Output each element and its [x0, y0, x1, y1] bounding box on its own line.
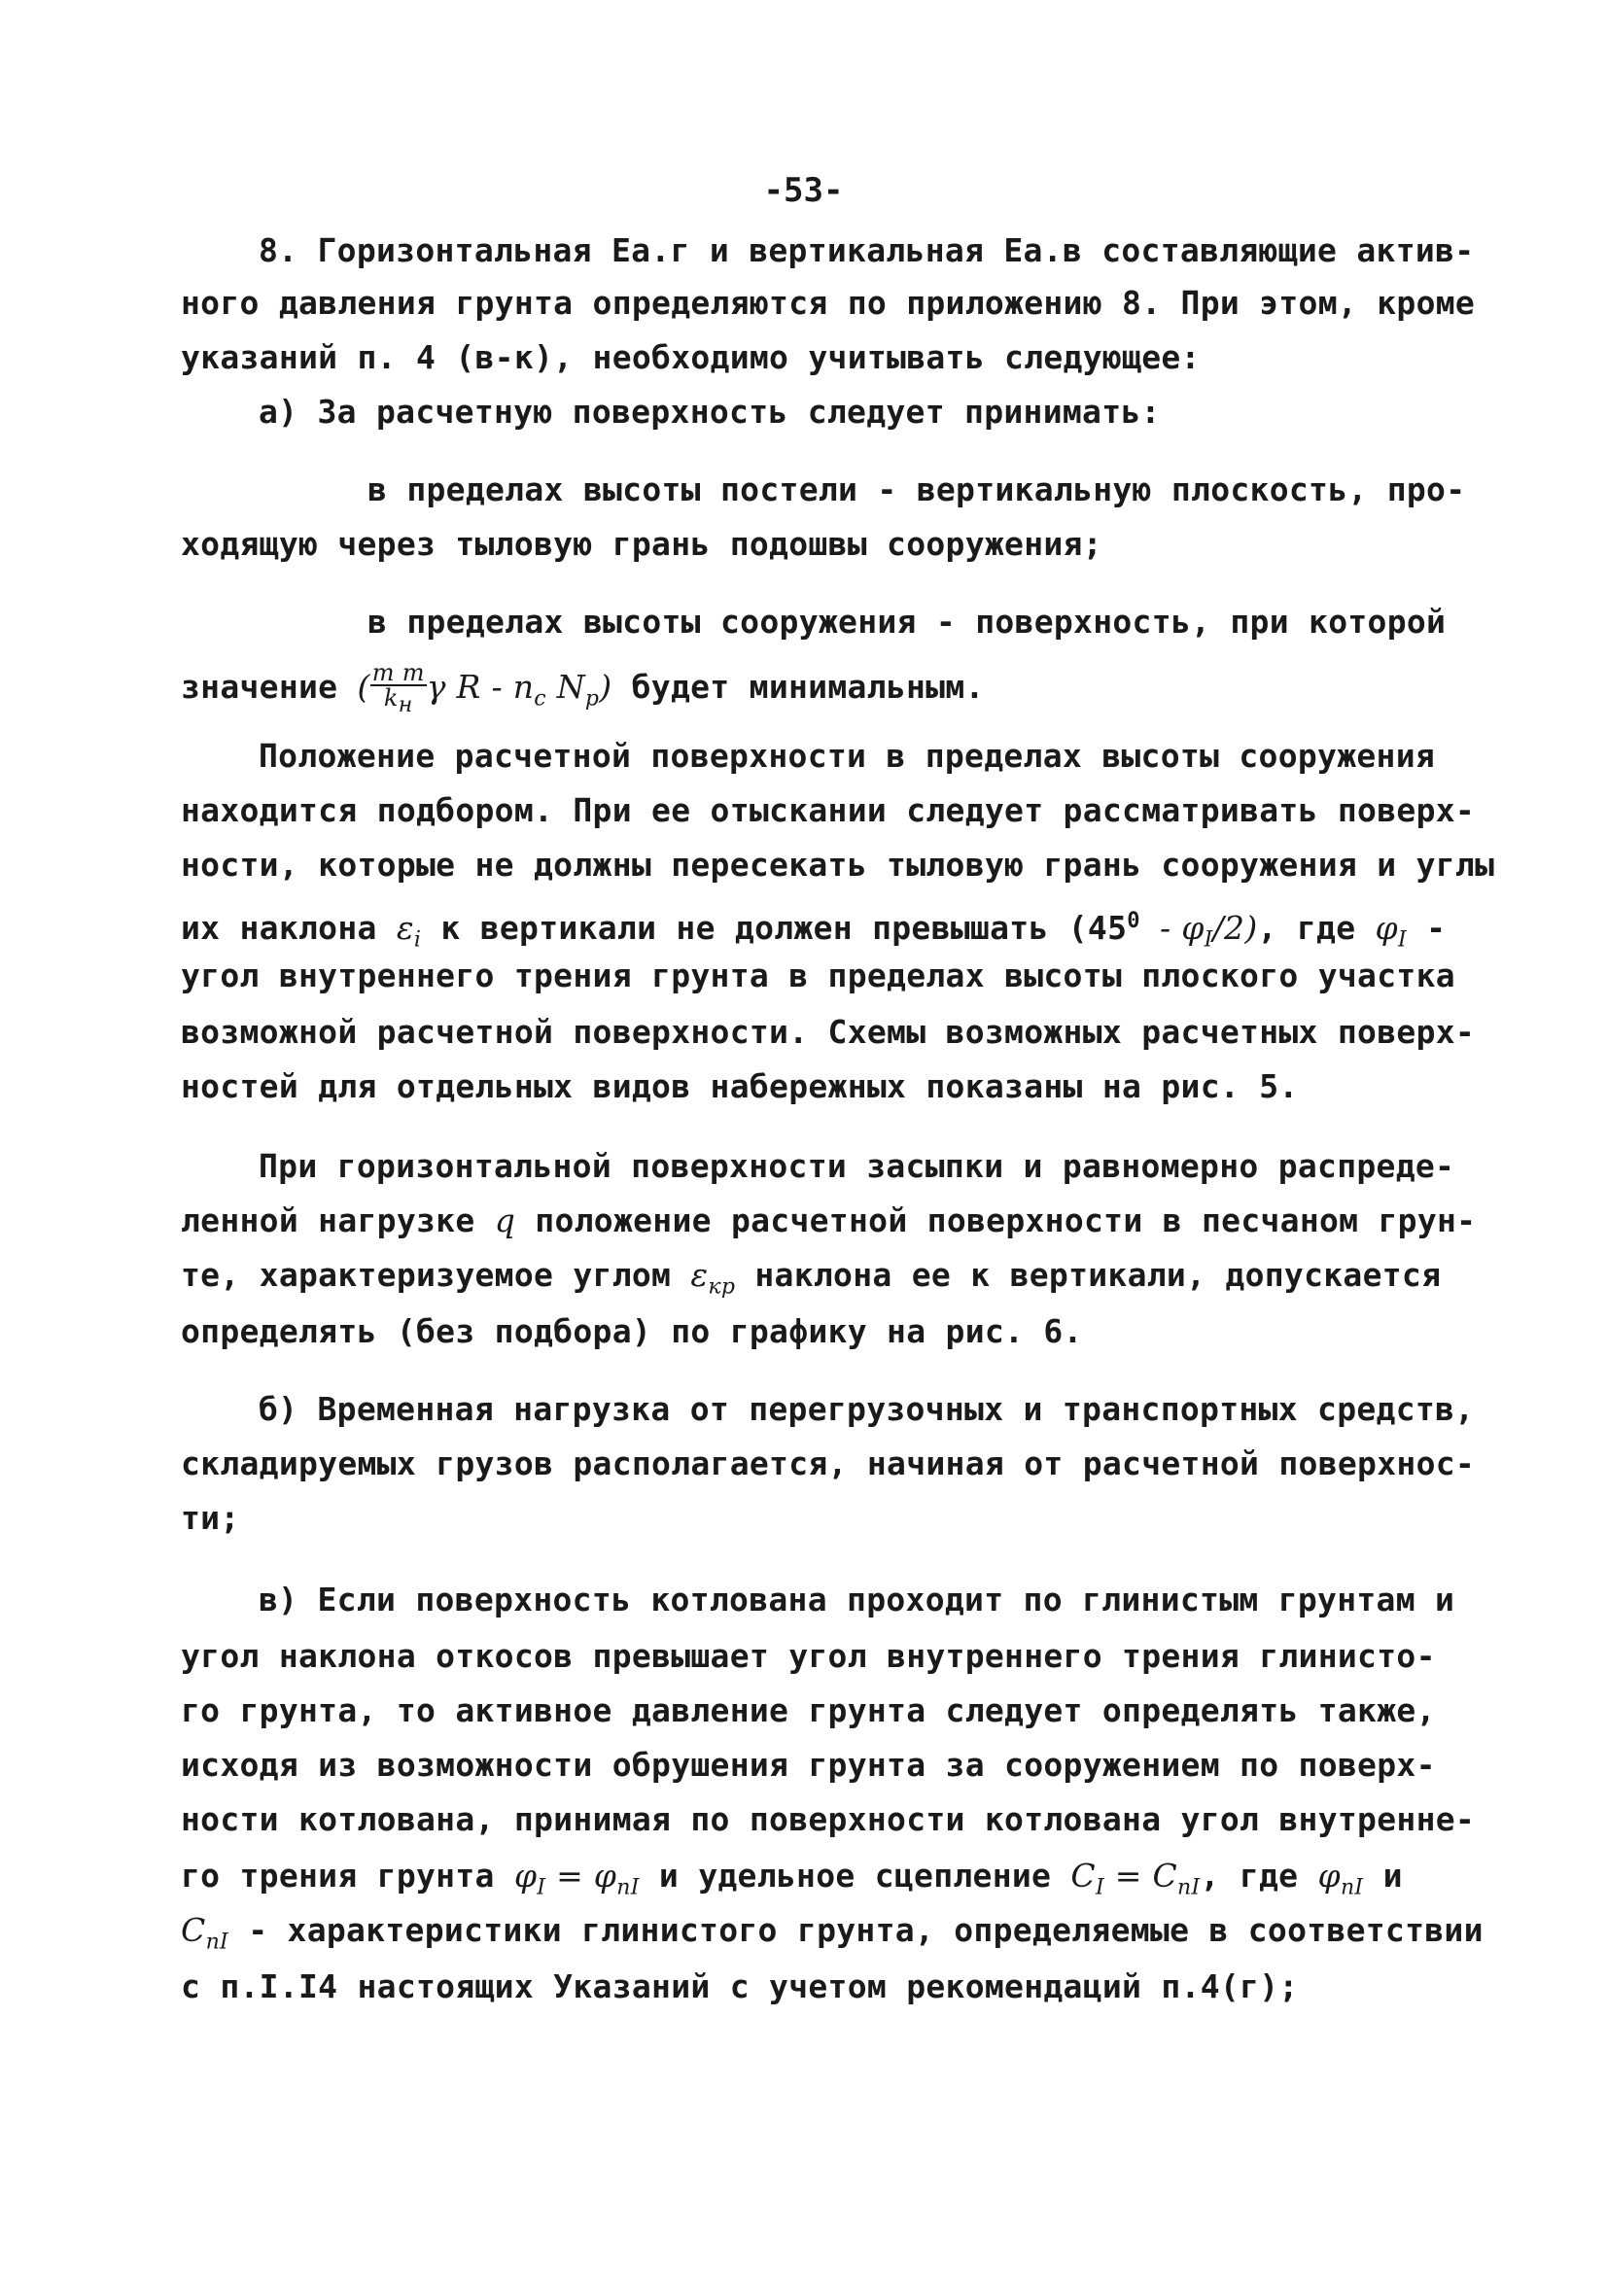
text-fragment: 8. Горизонтальная Eа.г и вертикальная Eа.в составляющие актив-	[259, 231, 1475, 269]
text-fragment: к вертикали не должен превышать (45	[440, 909, 1128, 947]
text-fragment: - характеристики глинистого грунта, определяемые в соответствии	[248, 1911, 1484, 1949]
formula-phi-half: - $\varphi_I/2$)	[1159, 909, 1258, 953]
text-line: б) Временная нагрузка от перегрузочных и транспортных средств,	[259, 1390, 1475, 1428]
text-line: в пределах высоты постели - вертикальную плоскость, про-	[367, 470, 1466, 508]
text-fragment: их наклона	[181, 909, 377, 947]
text-line: их наклона $\varepsilon_i$ к вертикали не должен превышать $(45^0 - \varphi_I/2)$, где $\varphi_I$ -	[181, 909, 1447, 953]
text-line	[181, 1256, 1441, 1307]
text-line: исходя из возможности обрушения грунта за сооружением по поверх-	[181, 1746, 1436, 1784]
text-line: складируемых грузов располагается, начиная от расчетной поверхнос-	[181, 1444, 1476, 1482]
formula-epsilon-kr: $\varepsilon_{кр}$	[690, 1256, 736, 1300]
text-line: ти;	[181, 1499, 240, 1537]
text-fragment: положение расчетной поверхности в песчаном грун-	[535, 1201, 1477, 1239]
page-number: -53-	[763, 171, 844, 210]
formula-c-n: $C_{nI}$	[181, 1911, 229, 1955]
text-line: указаний п. 4 (в-к), необходимо учитывать следующее:	[181, 338, 1201, 376]
text-fragment: те, характеризуемое углом	[181, 1256, 672, 1294]
text-line	[259, 231, 1474, 270]
text-line	[181, 1201, 1476, 1240]
text-line: го трения грунта $\varphi_I = \varphi_{nI}$ и удельное сцепление $C_I = C_{nI}$, где $\varphi_{nI}$ и	[181, 1857, 1403, 1900]
text-line: в) Если поверхность котлована проходит по глинистым грунтам и	[259, 1581, 1455, 1618]
formula-q: q	[494, 1201, 516, 1239]
text-line: возможной расчетной поверхности. Схемы возможных расчетных поверх-	[181, 1013, 1476, 1051]
text-line: При горизонтальной поверхности засыпки и равномерно распреде-	[259, 1147, 1455, 1185]
text-fragment: будет минимальным.	[631, 667, 985, 706]
formula: ( $\frac{\text{m m}}{k_н}$ γ R - $n_c$ $N_p$)	[357, 659, 612, 717]
text-line: а) За расчетную поверхность следует принимать:	[259, 393, 1161, 431]
text-line: с п.I.I4 настоящих Указаний с учетом рекомендаций п.4(г);	[181, 1967, 1299, 2005]
text-line: в пределах высоты сооружения - поверхность, при которой	[367, 603, 1447, 641]
text-fragment: значение	[181, 667, 338, 706]
formula-fraction: $\frac{\text{m m}}{k_н}$	[371, 659, 425, 717]
text-line: ного давления грунта определяются по приложению 8. При этом, кроме	[181, 284, 1476, 322]
text-line: ходящую через тыловую грань подошвы сооружения;	[181, 525, 1102, 563]
text-line: находится подбором. При ее отыскании следует рассматривать поверх-	[181, 791, 1476, 829]
formula-phi-eq: $\varphi_I = \varphi_{nI}$	[513, 1857, 640, 1900]
text-fragment: го трения грунта	[181, 1857, 495, 1895]
formula-phi: $\varphi_I$	[1375, 909, 1407, 953]
text-line: го грунта, то активное давление грунта следует определять также,	[181, 1691, 1436, 1729]
text-line	[181, 1911, 1484, 1963]
text-fragment: ленной нагрузке	[181, 1201, 475, 1239]
formula-c-eq: $C_I = C_{nI}$	[1070, 1857, 1201, 1900]
text-line: ности котлована, принимая по поверхности котлована угол внутренне-	[181, 1800, 1476, 1838]
text-fragment: наклона ее к вертикали, допускается	[754, 1256, 1442, 1294]
text-line	[181, 661, 985, 719]
text-line: ности, которые не должны пересекать тыловую грань сооружения и углы	[181, 846, 1495, 884]
formula-phi-n: $\varphi_{nI}$	[1317, 1857, 1364, 1900]
text-line: угол наклона откосов превышает угол внутреннего трения глинисто-	[181, 1637, 1436, 1675]
text-line: ностей для отдельных видов набережных показаны на рис. 5.	[181, 1067, 1299, 1105]
text-line: Положение расчетной поверхности в пределах высоты сооружения	[259, 737, 1436, 775]
text-fragment: и удельное сцепление	[658, 1857, 1052, 1895]
text-fragment: , где	[1257, 909, 1356, 947]
formula-epsilon: $\varepsilon_i$	[396, 909, 422, 953]
text-line: угол внутреннего трения грунта в пределах высоты плоского участка	[181, 957, 1455, 994]
text-line: определять (без подбора) по графику на рис. 6.	[181, 1312, 1083, 1350]
